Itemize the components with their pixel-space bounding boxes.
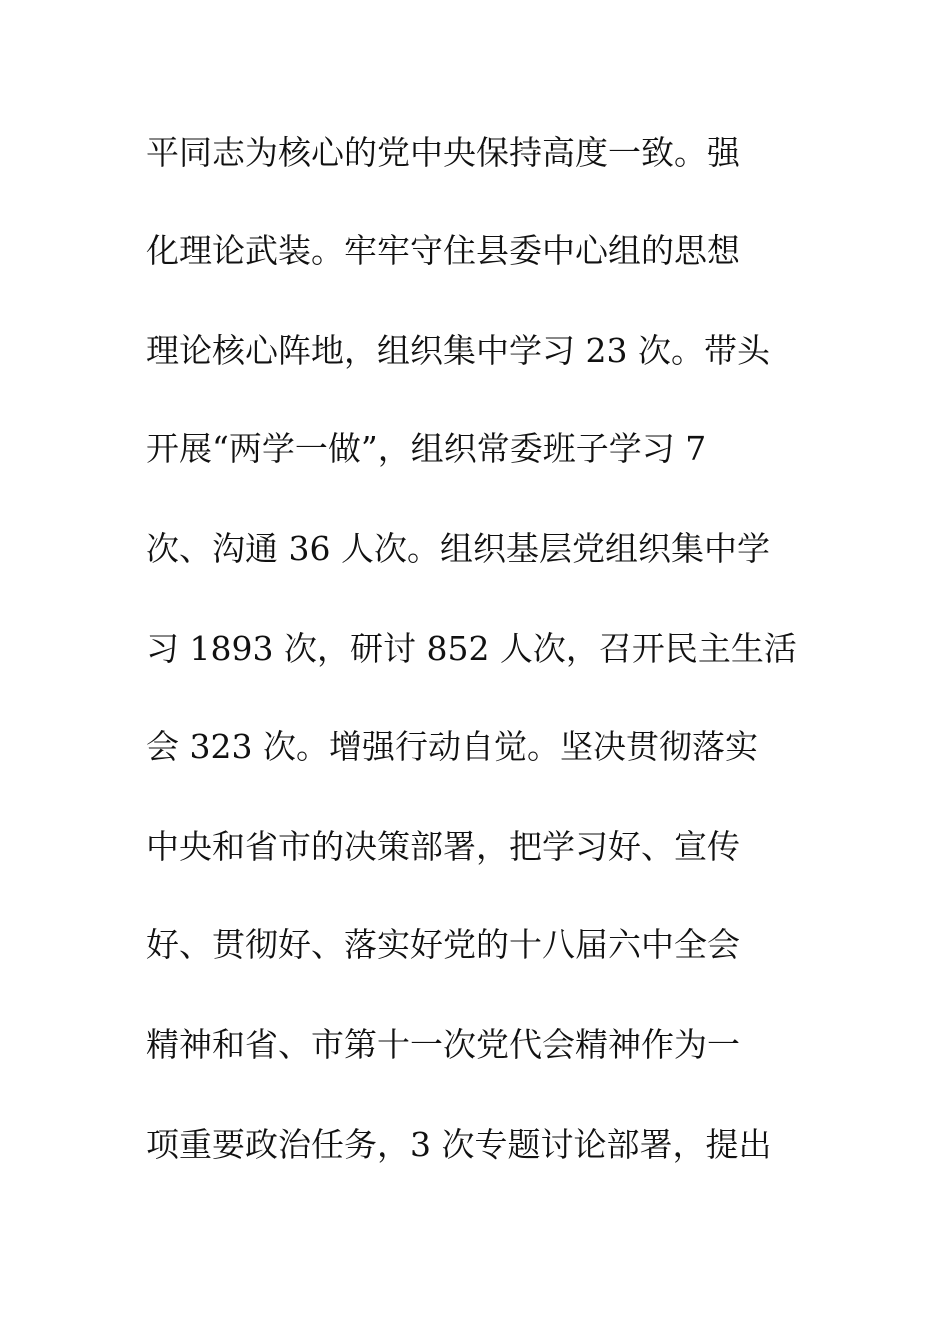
- body-text-line: 化理论武装。牢牢守住县委中心组的思想: [146, 231, 740, 270]
- body-text-line: 理论核心阵地，组织集中学习 23 次。带头: [146, 331, 770, 370]
- body-text-line: 中央和省市的决策部署，把学习好、宣传: [146, 827, 740, 866]
- body-text-line: 会 323 次。增强行动自觉。坚决贯彻落实: [146, 727, 758, 766]
- body-text-line: 习 1893 次，研讨 852 人次，召开民主生活: [146, 629, 797, 668]
- body-text-line: 次、沟通 36 人次。组织基层党组织集中学: [146, 529, 770, 568]
- body-text-line: 精神和省、市第十一次党代会精神作为一: [146, 1025, 740, 1064]
- body-text-line: 好、贯彻好、落实好党的十八届六中全会: [146, 925, 740, 964]
- body-text-line: 开展“两学一做”，组织常委班子学习 7: [146, 429, 707, 468]
- body-text-line: 项重要政治任务，3 次专题讨论部署，提出: [146, 1125, 772, 1164]
- body-text-line: 平同志为核心的党中央保持高度一致。强: [146, 133, 740, 172]
